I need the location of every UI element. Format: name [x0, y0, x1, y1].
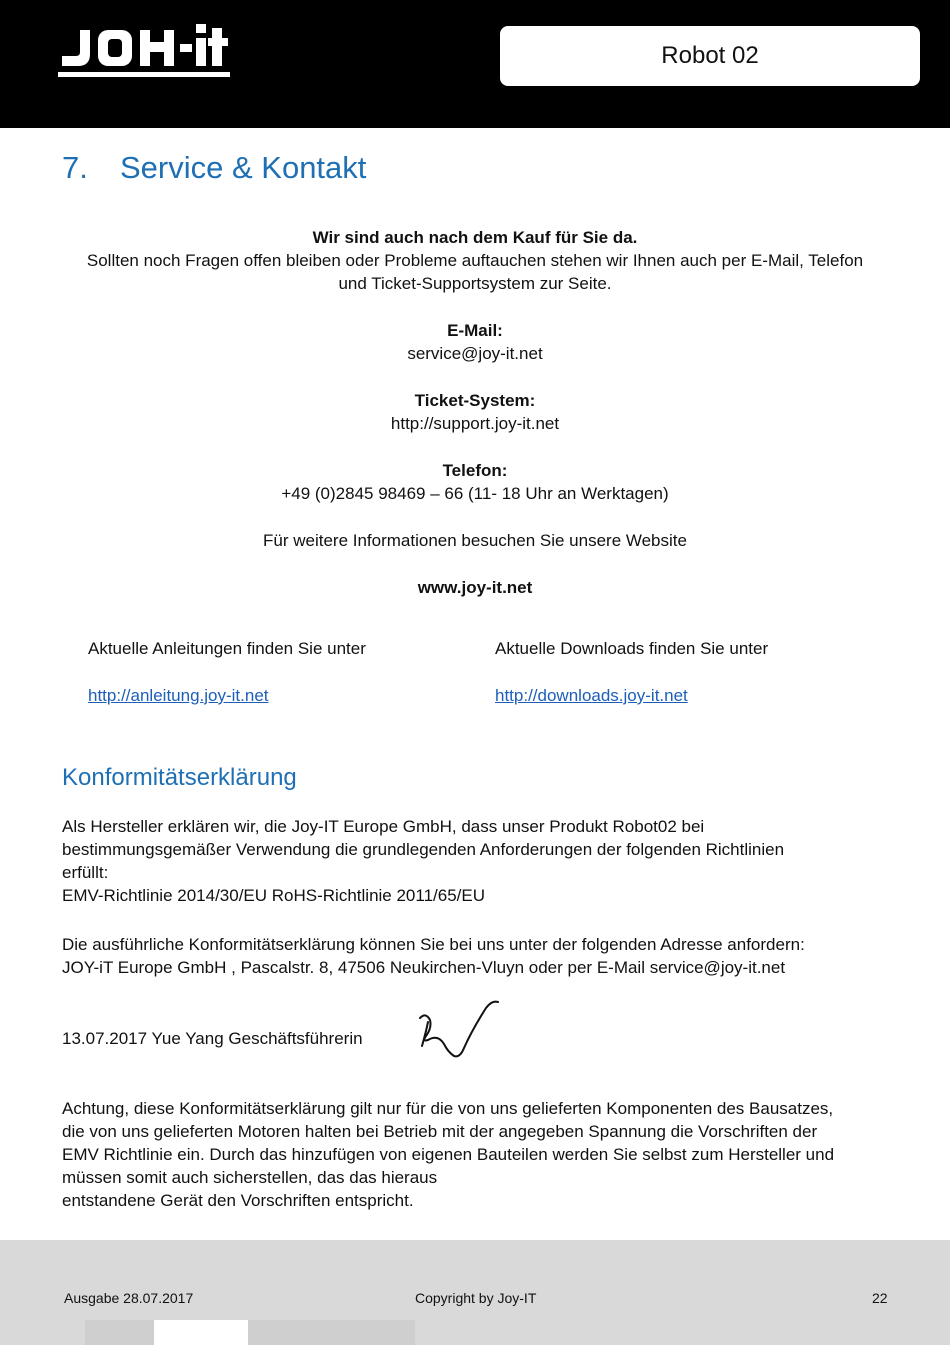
- footer-decoration-light: [154, 1320, 248, 1345]
- phone-label: Telefon:: [442, 461, 508, 480]
- page-header: [0, 0, 950, 128]
- conformity-directives: EMV-Richtlinie 2014/30/EU RoHS-Richtlinie 2011/65/EU: [62, 886, 485, 905]
- signature-line: 13.07.2017 Yue Yang Geschäftsführerin: [62, 1029, 363, 1048]
- service-tagline: Wir sind auch nach dem Kauf für Sie da.: [312, 228, 638, 247]
- footer-edition: Ausgabe 28.07.2017: [64, 1290, 194, 1306]
- email-label: E-Mail:: [447, 321, 503, 340]
- conformity-line1: Als Hersteller erklären wir, die Joy-IT Europe GmbH, dass unser Produkt Robot02 bei: [62, 817, 705, 836]
- conformity-heading: Konformitätserklärung: [62, 764, 297, 791]
- service-intro-line1: Sollten noch Fragen offen bleiben oder Probleme auftauchen stehen wir Ihnen auch per E-Mail, Telefon: [86, 251, 864, 270]
- website-text: Für weitere Informationen besuchen Sie unsere Website: [263, 531, 687, 550]
- section-heading: [62, 150, 366, 186]
- conformity-address: JOY-iT Europe GmbH , Pascalstr. 8, 47506 Neukirchen-Vluyn oder per E-Mail service@joy-it.net: [62, 958, 786, 977]
- email-address: service@joy-it.net: [407, 344, 543, 363]
- note-line3: EMV Richtlinie ein. Durch das hinzufügen von eigenen Bauteilen werden Sie selbst zum Hersteller und: [62, 1145, 835, 1164]
- section-number: 7.: [62, 150, 88, 185]
- signature-image: [408, 1000, 523, 1068]
- manuals-label: Aktuelle Anleitungen finden Sie unter: [88, 639, 366, 658]
- service-intro-line2: und Ticket-Supportsystem zur Seite.: [338, 274, 612, 293]
- conformity-line3: erfüllt:: [62, 863, 109, 882]
- footer-decoration: [85, 1320, 415, 1345]
- ticket-url: http://support.joy-it.net: [390, 414, 560, 433]
- conformity-request: Die ausführliche Konformitätserklärung können Sie bei uns unter der folgenden Adresse anfordern:: [62, 935, 805, 954]
- conformity-line2: bestimmungsgemäßer Verwendung die grundlegenden Anforderungen der folgenden Richtlinien: [62, 840, 785, 859]
- downloads-label: Aktuelle Downloads finden Sie unter: [495, 639, 769, 658]
- website-url: www.joy-it.net: [417, 578, 533, 597]
- note-line1: Achtung, diese Konformitätserklärung gilt nur für die von uns gelieferten Komponenten des Bausatzes,: [62, 1099, 834, 1118]
- ticket-label: Ticket-System:: [414, 391, 536, 410]
- phone-number: +49 (0)2845 98469 – 66 (11- 18 Uhr an Werktagen): [281, 484, 669, 503]
- section-title: Service & Kontakt: [120, 150, 367, 185]
- footer-page-number: 22: [872, 1290, 888, 1306]
- document-title: Robot 02: [500, 26, 920, 86]
- joy-it-logo: [56, 22, 232, 84]
- note-line4: müssen somit auch sicherstellen, das das hieraus: [62, 1168, 438, 1187]
- manuals-link[interactable]: http://anleitung.joy-it.net: [88, 686, 269, 705]
- note-line2: die von uns gelieferten Motoren halten bei Betrieb mit der angegeben Spannung die Vorschriften der: [62, 1122, 818, 1141]
- footer-copyright: Copyright by Joy-IT: [415, 1290, 537, 1306]
- downloads-link[interactable]: http://downloads.joy-it.net: [495, 686, 688, 705]
- note-line5: entstandene Gerät den Vorschriften entspricht.: [62, 1191, 414, 1210]
